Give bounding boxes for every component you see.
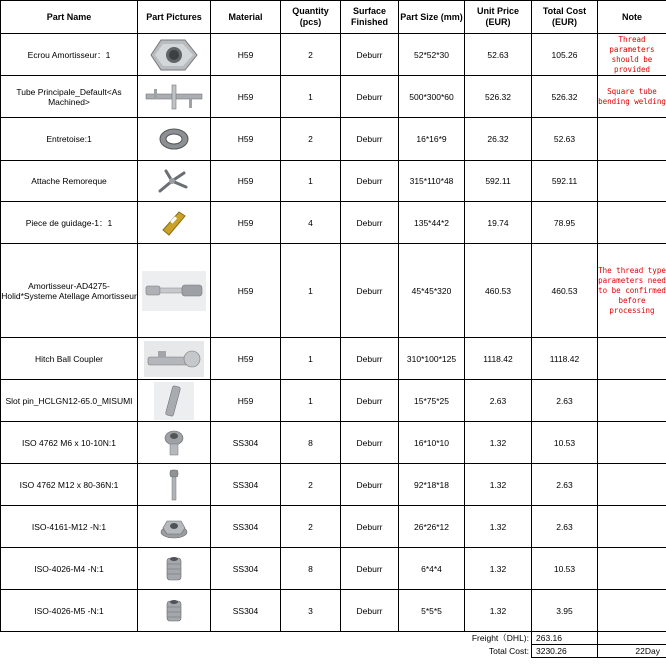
header-note: Note: [598, 1, 666, 34]
material: H59: [211, 380, 281, 422]
socket-screw-short-icon: [161, 428, 187, 458]
surface-finish: Deburr: [341, 338, 399, 380]
unit-price: 1.32: [465, 422, 532, 464]
total-cost: 1118.42: [532, 338, 598, 380]
unit-price: 1.32: [465, 590, 532, 632]
part-size: 16*16*9: [399, 118, 465, 161]
material: SS304: [211, 422, 281, 464]
note: [598, 464, 666, 506]
table-row: [1, 76, 666, 118]
material: SS304: [211, 548, 281, 590]
surface-finish: Deburr: [341, 548, 399, 590]
quantity: 1: [281, 244, 341, 338]
table-row: [1, 338, 666, 380]
unit-price: 1118.42: [465, 338, 532, 380]
header-part-name: Part Name: [1, 1, 138, 34]
total-cost: 52.63: [532, 118, 598, 161]
table-row: [1, 548, 666, 590]
total-cost: 2.63: [532, 464, 598, 506]
note: Square tube bending welding: [598, 76, 666, 118]
quantity: 4: [281, 202, 341, 244]
hitch-coupler-icon: [144, 341, 204, 377]
part-name: Amortisseur-AD4275-Holid*Systeme Atellage Amortisseur: [1, 244, 138, 338]
total-cost: 78.95: [532, 202, 598, 244]
socket-screw-long-icon: [166, 468, 182, 502]
header-part-pictures: Part Pictures: [138, 1, 211, 34]
total-cost: 2.63: [532, 380, 598, 422]
part-picture: [138, 548, 211, 590]
spacer-ring-icon: [157, 125, 191, 153]
table-row: [1, 202, 666, 244]
part-picture: [138, 338, 211, 380]
note: [598, 338, 666, 380]
header-row: [1, 1, 666, 34]
part-name: ISO-4161-M12 -N:1: [1, 506, 138, 548]
quantity: 2: [281, 506, 341, 548]
note: [598, 506, 666, 548]
total-cost: 105.26: [532, 34, 598, 76]
unit-price: 1.32: [465, 506, 532, 548]
part-size: 15*75*25: [399, 380, 465, 422]
surface-finish: Deburr: [341, 506, 399, 548]
surface-finish: Deburr: [341, 118, 399, 161]
quantity: 1: [281, 380, 341, 422]
part-picture: [138, 202, 211, 244]
surface-finish: Deburr: [341, 76, 399, 118]
table-row: [1, 380, 666, 422]
quantity: 2: [281, 118, 341, 161]
material: SS304: [211, 590, 281, 632]
clevis-bracket-icon: [156, 167, 192, 195]
part-picture: [138, 506, 211, 548]
part-size: 315*110*48: [399, 161, 465, 202]
surface-finish: Deburr: [341, 202, 399, 244]
note: [598, 202, 666, 244]
surface-finish: Deburr: [341, 380, 399, 422]
total-cost: 592.11: [532, 161, 598, 202]
part-picture: [138, 464, 211, 506]
table-row: [1, 422, 666, 464]
part-name: Ecrou Amortisseur：1: [1, 34, 138, 76]
tube-frame-icon: [144, 82, 204, 112]
quantity: 1: [281, 76, 341, 118]
unit-price: 2.63: [465, 380, 532, 422]
part-size: 16*10*10: [399, 422, 465, 464]
table-row: [1, 244, 666, 338]
table-row: [1, 590, 666, 632]
part-picture: [138, 118, 211, 161]
note: [598, 118, 666, 161]
part-size: 45*45*320: [399, 244, 465, 338]
header-part-size: Part Size (mm): [399, 1, 465, 34]
note: [598, 422, 666, 464]
part-picture: [138, 161, 211, 202]
total-cost: 3.95: [532, 590, 598, 632]
grand-total-value: 3230.26: [532, 645, 598, 658]
note: [598, 548, 666, 590]
note: [598, 161, 666, 202]
quantity: 3: [281, 590, 341, 632]
unit-price: 52.63: [465, 34, 532, 76]
part-size: 5*5*5: [399, 590, 465, 632]
quantity: 2: [281, 34, 341, 76]
header-surface-finished: Surface Finished: [341, 1, 399, 34]
part-name: Tube Principale_Default<As Machined>: [1, 76, 138, 118]
header-unit-price: Unit Price (EUR): [465, 1, 532, 34]
set-screw-m5-icon: [163, 596, 185, 626]
note: Thread parameters should be provided: [598, 34, 666, 76]
quantity: 2: [281, 464, 341, 506]
part-name: Entretoise:1: [1, 118, 138, 161]
flange-nut-icon: [159, 512, 189, 542]
part-size: 500*300*60: [399, 76, 465, 118]
surface-finish: Deburr: [341, 34, 399, 76]
note: [598, 380, 666, 422]
part-picture: [138, 380, 211, 422]
total-cost: 2.63: [532, 506, 598, 548]
total-cost: 526.32: [532, 76, 598, 118]
total-row: [1, 645, 666, 658]
table-row: [1, 464, 666, 506]
table-row: [1, 161, 666, 202]
part-name: ISO-4026-M4 -N:1: [1, 548, 138, 590]
material: H59: [211, 202, 281, 244]
material: H59: [211, 118, 281, 161]
part-picture: [138, 590, 211, 632]
part-size: 52*52*30: [399, 34, 465, 76]
header-quantity: Quantity (pcs): [281, 1, 341, 34]
total-cost: 10.53: [532, 548, 598, 590]
freight-label: Freight（DHL):: [211, 632, 532, 645]
freight-value: 263.16: [532, 632, 598, 645]
surface-finish: Deburr: [341, 464, 399, 506]
part-picture: [138, 244, 211, 338]
unit-price: 1.32: [465, 464, 532, 506]
material: SS304: [211, 464, 281, 506]
part-picture: [138, 76, 211, 118]
part-picture: [138, 34, 211, 76]
slot-pin-icon: [154, 382, 194, 420]
quantity: 1: [281, 161, 341, 202]
material: H59: [211, 34, 281, 76]
quantity: 8: [281, 422, 341, 464]
header-material: Material: [211, 1, 281, 34]
part-name: Hitch Ball Coupler: [1, 338, 138, 380]
table-row: [1, 34, 666, 76]
quantity: 1: [281, 338, 341, 380]
part-name: Attache Remoreque: [1, 161, 138, 202]
quantity: 8: [281, 548, 341, 590]
part-size: 6*4*4: [399, 548, 465, 590]
unit-price: 460.53: [465, 244, 532, 338]
note: The thread type parameters need to be confirmed before processing: [598, 244, 666, 338]
surface-finish: Deburr: [341, 161, 399, 202]
part-name: ISO 4762 M6 x 10-10N:1: [1, 422, 138, 464]
total-cost: 460.53: [532, 244, 598, 338]
total-cost: 10.53: [532, 422, 598, 464]
freight-row: [1, 632, 666, 645]
material: H59: [211, 161, 281, 202]
unit-price: 19.74: [465, 202, 532, 244]
material: H59: [211, 76, 281, 118]
part-size: 92*18*18: [399, 464, 465, 506]
unit-price: 592.11: [465, 161, 532, 202]
unit-price: 526.32: [465, 76, 532, 118]
unit-price: 1.32: [465, 548, 532, 590]
unit-price: 26.32: [465, 118, 532, 161]
part-name: ISO-4026-M5 -N:1: [1, 590, 138, 632]
table-row: [1, 118, 666, 161]
hex-nut-icon: [149, 38, 199, 72]
material: H59: [211, 244, 281, 338]
table-row: [1, 506, 666, 548]
header-total-cost: Total Cost (EUR): [532, 1, 598, 34]
part-name: Slot pin_HCLGN12-65.0_MISUMI: [1, 380, 138, 422]
part-size: 310*100*125: [399, 338, 465, 380]
part-size: 26*26*12: [399, 506, 465, 548]
material: H59: [211, 338, 281, 380]
set-screw-m4-icon: [163, 554, 185, 584]
part-name: ISO 4762 M12 x 80-36N:1: [1, 464, 138, 506]
note: [598, 590, 666, 632]
surface-finish: Deburr: [341, 590, 399, 632]
guide-plate-icon: [159, 208, 189, 238]
surface-finish: Deburr: [341, 422, 399, 464]
shock-absorber-icon: [142, 271, 206, 311]
grand-total-label: Total Cost:: [488, 646, 529, 656]
lead-time: 22Day: [598, 645, 666, 658]
part-size: 135*44*2: [399, 202, 465, 244]
surface-finish: Deburr: [341, 244, 399, 338]
part-name: Piece de guidage-1：1: [1, 202, 138, 244]
material: SS304: [211, 506, 281, 548]
part-picture: [138, 422, 211, 464]
